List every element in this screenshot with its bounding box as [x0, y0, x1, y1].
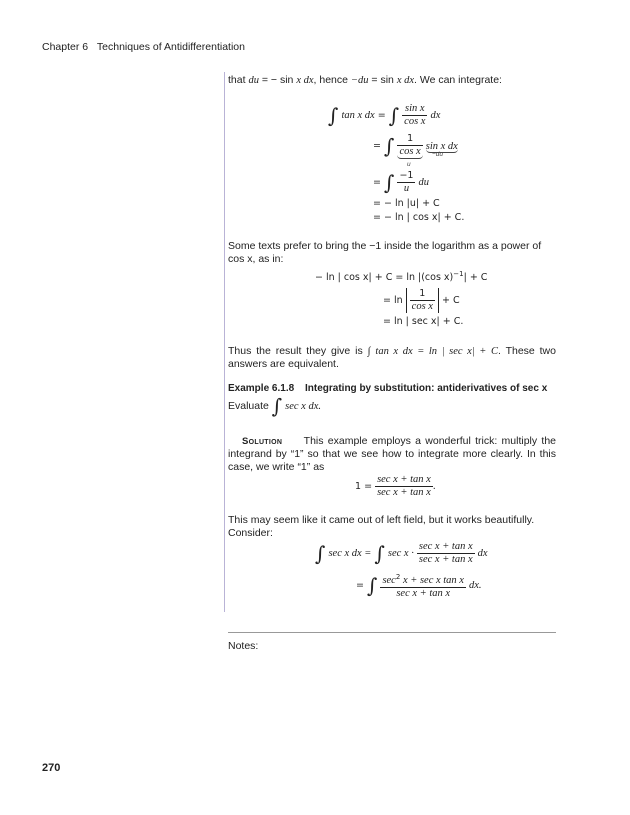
equation-one: 1 = $\frac{\text{sec x + tan x}}{\text{sec x + tan x}}$ . [355, 474, 436, 498]
intro-line: that du = − sin x dx, hence −du = sin x dx. We can integrate: [228, 74, 502, 86]
paragraph-consider: This may seem like it came out of left field, but it works beautifully. Consider: [228, 514, 535, 539]
margin-rule [224, 72, 225, 612]
notes-label: Notes: [228, 640, 259, 652]
example-evaluate: Evaluate ∫ sec x dx. [228, 394, 321, 419]
chapter-label: Chapter 6 [42, 41, 89, 53]
page-header [42, 41, 245, 53]
notes-divider [228, 632, 556, 633]
solution-label: Solution [242, 436, 283, 447]
paragraph-equivalent: Thus the result they give is ∫ tan x dx = ln | sec x| + C. These two answers are equivalent. [228, 345, 556, 370]
example-label: Example 6.1.8 [228, 383, 295, 394]
chapter-title: Techniques of Antidifferentiation [96, 41, 245, 53]
solution-paragraph: Solution This example employs a wonderful trick: multiply the integrand by “1” so that we see how to integrate more clearly. In this case, we write “1” as [228, 435, 557, 473]
paragraph-log-power: Some texts prefer to bring the −1 inside the logarithm as a power of cos x, as in: [228, 240, 542, 265]
page-number: 270 [42, 762, 61, 774]
example-title: Integrating by substitution: antiderivatives of sec x [305, 383, 548, 394]
